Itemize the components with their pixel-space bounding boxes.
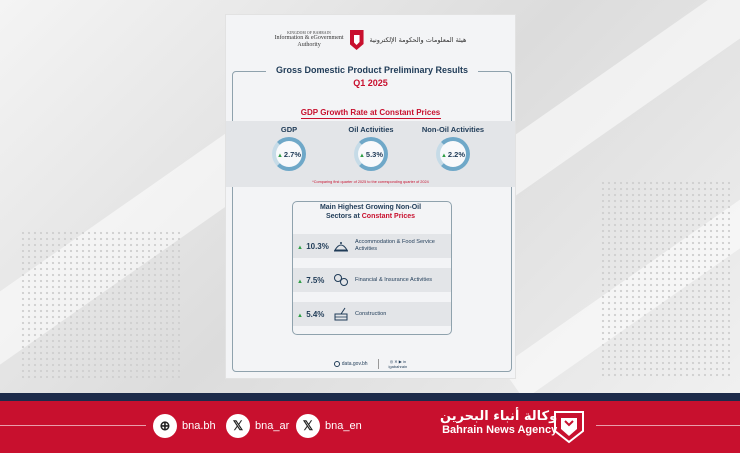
bna-en-x-link[interactable]: 𝕏 bna_en [296,414,362,438]
poster-footer [226,359,515,369]
growth-rate-heading: GDP Growth Rate at Constant Prices [226,108,515,119]
poster-header [226,15,515,65]
up-arrow-icon: ▲ [276,152,283,159]
bahrain-emblem-icon [350,30,364,50]
globe-icon [334,361,340,367]
x-icon: 𝕏 [296,414,320,438]
gdp-ring: ▲2.7% [272,137,306,171]
infographic-poster [225,14,516,379]
social-icons: ◎ ✕ ▶ in [389,359,407,364]
globe-icon: ⊕ [153,414,177,438]
banner-top-strip [0,393,740,401]
bna-logo-icon [552,409,586,445]
sector-row: ▲ 10.3% Accommodation & Food Service Activities [293,234,451,258]
up-arrow-icon: ▲ [297,312,303,319]
bna-site-link[interactable]: ⊕ bna.bh [153,414,216,438]
poster-title: Gross Domestic Product Preliminary Results [266,65,478,76]
up-arrow-icon: ▲ [297,278,303,285]
finance-icon [333,273,349,287]
sectors-heading: Main Highest Growing Non-Oil Sectors at Constant Prices [319,204,422,220]
banner-line-left [0,425,146,426]
oil-ring: ▲5.3% [354,137,388,171]
up-arrow-icon: ▲ [358,152,365,159]
poster-subtitle: Q1 2025 [353,78,388,88]
bna-wordmark: وكالة أنباء البحرين Bahrain News Agency [440,409,558,436]
authority-name-en: KINGDOM OF BAHRAIN Information & eGovernment Authority [274,31,344,48]
sector-row: ▲ 7.5% Financial & Insurance Activities [293,268,451,292]
non-oil-ring: ▲2.2% [436,137,470,171]
metric-oil: Oil Activities ▲5.3% [330,125,412,171]
authority-name-ar: هيئة المعلومات والحكومة الإلكترونية [369,36,467,44]
footer-divider [378,359,379,369]
up-arrow-icon: ▲ [297,244,303,251]
x-icon: 𝕏 [226,414,250,438]
data-gov-link[interactable]: data.gov.bh [334,361,368,367]
bna-banner [0,401,740,453]
food-service-icon [333,239,349,253]
comparison-note: *Comparing first quarter of 2025 to the corresponding quarter of 2024 [312,180,429,184]
social-handle[interactable]: ◎ ✕ ▶ in igabahrain [388,359,408,369]
bna-ar-x-link[interactable]: 𝕏 bna_ar [226,414,289,438]
sector-row: ▲ 5.4% Construction [293,302,451,326]
metric-gdp: GDP ▲2.7% [248,125,330,171]
banner-line-right [596,425,740,426]
construction-icon [333,307,349,321]
metric-non-oil: Non-Oil Activities ▲2.2% [412,125,494,171]
up-arrow-icon: ▲ [440,152,447,159]
